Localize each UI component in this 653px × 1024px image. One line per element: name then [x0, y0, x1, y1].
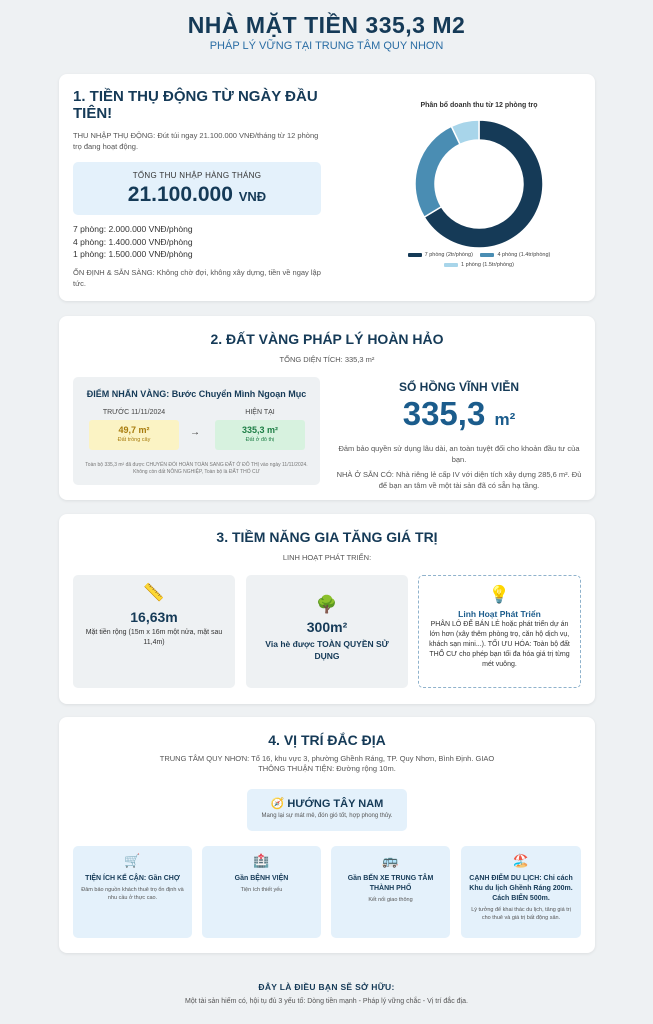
room-price-item: 4 phòng: 1.400.000 VNĐ/phòng: [73, 236, 193, 247]
conversion-box: [73, 377, 320, 485]
monthly-income-unit: VNĐ: [238, 189, 267, 204]
income-text-column: [73, 88, 321, 289]
legend-item: 4 phòng (1.4tr/phòng): [480, 250, 550, 260]
after-label: HIỆN TẠI: [245, 409, 275, 416]
income-section-title: 1. TIỀN THỤ ĐỘNG TỪ NGÀY ĐẦU TIÊN!: [73, 88, 318, 122]
sidewalk-desc: Vỉa hè được TOÀN QUYỀN SỬ DỤNG: [265, 639, 389, 661]
cart-icon: 🛒: [124, 853, 141, 868]
pie-slice-2: [415, 126, 460, 217]
after-value: 335,3 m²: [241, 425, 279, 435]
frontage-desc: Mặt tiền rộng (15m x 16m một nửa, mặt sau 11,4m): [85, 629, 223, 646]
location-title: Gần BẾN XE TRUNG TÂM THÀNH PHỐ: [347, 875, 434, 892]
revenue-donut-chart: [379, 102, 579, 277]
legend-swatch: [444, 263, 458, 267]
room-price-item: 1 phòng: 1.500.000 VNĐ/phòng: [73, 249, 193, 259]
potential-subtitle: LINH HOẠT PHÁT TRIỂN:: [282, 553, 372, 562]
legend-item: 1 phòng (1.5tr/phòng): [444, 260, 514, 270]
legal-section-title: 2. ĐẤT VÀNG PHÁP LÝ HOÀN HẢO: [210, 331, 444, 347]
after-column: [215, 409, 305, 450]
chart-title: Phân bổ doanh thu từ 12 phòng trọ: [420, 102, 538, 109]
development-card: [418, 575, 581, 688]
room-price-list: [73, 223, 321, 261]
footer-title: ĐÂY LÀ ĐIỀU BẠN SẼ SỞ HỮU:: [258, 982, 395, 992]
sidewalk-value: 300m²: [306, 619, 348, 635]
sidewalk-card: [246, 575, 408, 688]
lightbulb-icon: 💡: [488, 585, 511, 604]
direction-desc: Mang lại sự mát mẻ, đón gió tốt, hợp phong thủy.: [261, 813, 393, 819]
total-area: TỔNG DIỆN TÍCH: 335,3 m²: [279, 355, 375, 364]
room-price-item: 7 phòng: 2.000.000 VNĐ/phòng: [73, 224, 193, 234]
legend-swatch: [408, 253, 422, 257]
location-desc: Kết nối giao thông: [368, 897, 413, 903]
arrow-right-icon: →: [190, 427, 200, 438]
monthly-income-label: TỔNG THU NHẬP HÀNG THÁNG: [132, 171, 262, 180]
page-subtitle: PHÁP LÝ VỮNG TẠI TRUNG TÂM QUY NHƠN: [209, 40, 444, 52]
pink-book-column: [335, 380, 583, 491]
pink-book-title: SỔ HỒNG VĨNH VIỄN: [398, 380, 520, 394]
legend-item: 7 phòng (2tr/phòng): [408, 250, 473, 260]
location-card-tourism: [461, 846, 581, 938]
income-description: THU NHẬP THỤ ĐỘNG: Đút túi ngay 21.100.000 VNĐ/tháng từ 12 phòng trọ đang hoạt động.: [73, 131, 319, 151]
page-header: [0, 0, 653, 62]
income-section: [59, 74, 595, 301]
frontage-card: [73, 575, 235, 688]
donut-svg: [379, 110, 579, 250]
location-card-bus: [331, 846, 450, 938]
pink-book-desc: Đảm bảo quyền sử dụng lâu dài, an toàn tuyệt đối cho khoản đầu tư của bạn.: [338, 444, 580, 464]
ruler-icon: 📏: [143, 583, 165, 602]
bus-icon: 🚌: [382, 853, 399, 868]
existing-house-desc: NHÀ Ở SẴN CÓ: Nhà riêng lẻ cấp IV với diện tích xây dựng 285,6 m². Đủ để bạn an tâm về một tài sản đã có sẵn hạ tầng.: [336, 470, 582, 490]
stable-note: ỔN ĐỊNH & SẴN SÀNG: Không chờ đợi, không xây dựng, tiền về ngay lập tức.: [73, 267, 321, 288]
potential-section: [59, 514, 595, 704]
address-text: TRUNG TÂM QUY NHƠN: Tổ 16, khu vực 3, phường Ghềnh Ráng, TP. Quy Nhơn, Bình Định. GIAO THÔNG THUẬN TIỆN: Đường rộng 10m.: [159, 754, 495, 773]
conversion-note: Toàn bộ 335,3 m² đã được CHUYỂN ĐỔI HOÀN TOÀN SANG ĐẤT Ở ĐÔ THỊ vào ngày 11/11/2024. Không còn đất NÔNG NGHIỆP, Toàn bộ là ĐẤT THỔ CƯ: [85, 462, 308, 475]
potential-section-title: 3. TIỀM NĂNG GIA TĂNG GIÁ TRỊ: [216, 529, 438, 545]
before-value: 49,7 m²: [118, 425, 150, 435]
before-column: [89, 409, 179, 450]
location-desc: Lý tưởng để khai thác du lịch, tăng giá trị cho thuê và giá trị bất động sản.: [471, 907, 571, 921]
location-section-title: 4. VỊ TRÍ ĐẮC ĐỊA: [268, 732, 386, 748]
monthly-income-box: [73, 162, 321, 215]
after-note: Đất ở đô thị: [245, 437, 275, 443]
page-footer: [0, 982, 653, 1005]
page-title: NHÀ MẶT TIỀN 335,3 M2: [187, 12, 466, 38]
location-desc: Tiện ích thiết yếu: [240, 887, 283, 893]
beach-umbrella-icon: 🏖️: [512, 853, 530, 868]
legal-section: [59, 316, 595, 500]
conversion-highlight: ĐIỂM NHẤN VÀNG: Bước Chuyển Mình Ngoạn Mục: [86, 389, 307, 399]
direction-box: [247, 789, 407, 831]
before-tile: [89, 420, 179, 450]
after-tile: [215, 420, 305, 450]
hospital-icon: 🏥: [253, 853, 270, 868]
compass-icon: 🧭: [270, 798, 285, 810]
chart-legend: [379, 250, 579, 270]
direction-title: 🧭 HƯỚNG TÂY NAM: [270, 798, 384, 810]
development-desc: PHÂN LÔ ĐỂ BÁN LẺ hoặc phát triển dự án lớn hơn (xây thêm phòng trọ, căn hộ dịch vụ, khách sạn mini...). TỐI ƯU HÓA: Toàn bộ đất THỔ CƯ cho phép bạn tối đa hóa giá trị từng mét vuông.: [429, 621, 570, 668]
location-title: Gần BỆNH VIỆN: [234, 875, 289, 882]
monthly-income-value: 21.100.000 VNĐ: [127, 183, 267, 206]
footer-text: Một tài sản hiếm có, hội tụ đủ 3 yếu tố: Dòng tiền mạnh - Pháp lý vững chắc - Vị trí đắc địa.: [185, 998, 468, 1005]
legend-swatch: [480, 253, 494, 257]
frontage-value: 16,63m: [130, 609, 178, 625]
location-card-hospital: [202, 846, 321, 938]
development-title: Linh Hoạt Phát Triển: [458, 609, 541, 619]
location-title: TIỆN ÍCH KẾ CẬN: Gần CHỢ: [85, 875, 180, 882]
location-desc: Đảm bảo nguồn khách thuê trọ ổn định và nhu cầu ở thực cao.: [81, 887, 184, 901]
tree-icon: 🌳: [316, 595, 338, 614]
location-title: CẠNH ĐIỂM DU LỊCH: Chỉ cách Khu du lịch Ghềnh Ráng 200m. Cách BIỂN 500m.: [469, 875, 573, 902]
before-label: TRƯỚC 11/11/2024: [102, 409, 166, 416]
before-note: Đất trồng cây: [117, 437, 151, 443]
pink-book-area: 335,3 m²: [402, 395, 516, 432]
location-section: [59, 717, 595, 953]
location-card-market: [73, 846, 192, 938]
